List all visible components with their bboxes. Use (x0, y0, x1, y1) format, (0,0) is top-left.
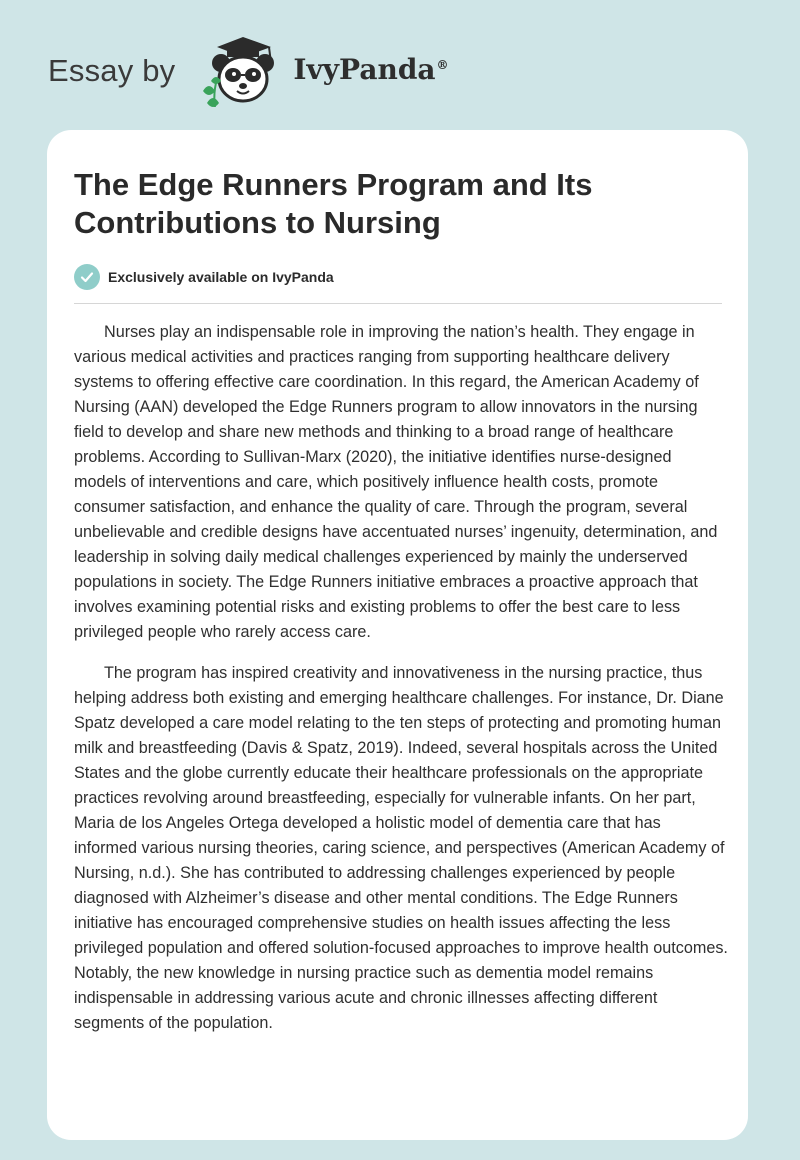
exclusive-badge-text: Exclusively available on IvyPanda (108, 269, 334, 285)
page-title: The Edge Runners Program and Its Contributions to Nursing (74, 167, 593, 240)
brand-name: IvyPanda® (293, 53, 449, 86)
brand-prefix: Essay by (48, 52, 176, 88)
registered-mark: ® (436, 57, 449, 72)
exclusive-badge (74, 264, 334, 290)
paragraph: Nurses play an indispensable role in improving the nation’s health. They engage in various medical activities and practices ranging from supporting healthcare delivery systems to offering effective care coordination. In this regard, the American Academy of Nursing (AAN) developed the Edge Runners program to allow innovators in the nursing field to develop and share new methods and thinking to a broad range of healthcare problems. According to Sullivan-Marx (2020), the initiative identifies nurse-designed models of interventions and care, which positively influence health costs, promote consumer satisfaction, and enhance the quality of care. Through the program, several unbelievable and credible designs have accentuated nurses’ ingenuity, determination, and leadership in solving daily medical challenges experienced by mainly the underserved populations in society. The Edge Runners initiative embraces a proactive approach that involves examining potential risks and existing problems to offer the best care to less privileged people who rarely access care. (74, 323, 718, 641)
divider (74, 303, 722, 304)
check-circle-icon (74, 264, 100, 290)
essay-body (74, 320, 728, 1052)
paragraph: The program has inspired creativity and innovativeness in the nursing practice, thus helping address both existing and emerging healthcare challenges. For instance, Dr. Diane Spatz developed a care model relating to the ten steps of protecting and promoting human milk and breastfeeding (Davis & Spatz, 2019). Indeed, several hospitals across the United States and the globe currently educate their healthcare professionals on the appropriate practices revolving around breastfeeding, especially for vulnerable infants. On her part, Maria de los Angeles Ortega developed a holistic model of dementia care that has informed various nursing theories, caring science, and perspectives (American Academy of Nursing, n.d.). She has contributed to addressing challenges experienced by people diagnosed with Alzheimer’s disease and other mental conditions. The Edge Runners initiative has encouraged comprehensive studies on health issues affecting the less privileged population and offered solution-focused approaches to improve health outcomes. Notably, the new knowledge in nursing practice such as dementia model remains indispensable in addressing various acute and chronic illnesses affecting different segments of the population. (74, 664, 728, 1032)
panda-graduate-logo-icon (193, 33, 289, 107)
essay-card (47, 130, 748, 1140)
brand-header[interactable] (48, 30, 449, 110)
